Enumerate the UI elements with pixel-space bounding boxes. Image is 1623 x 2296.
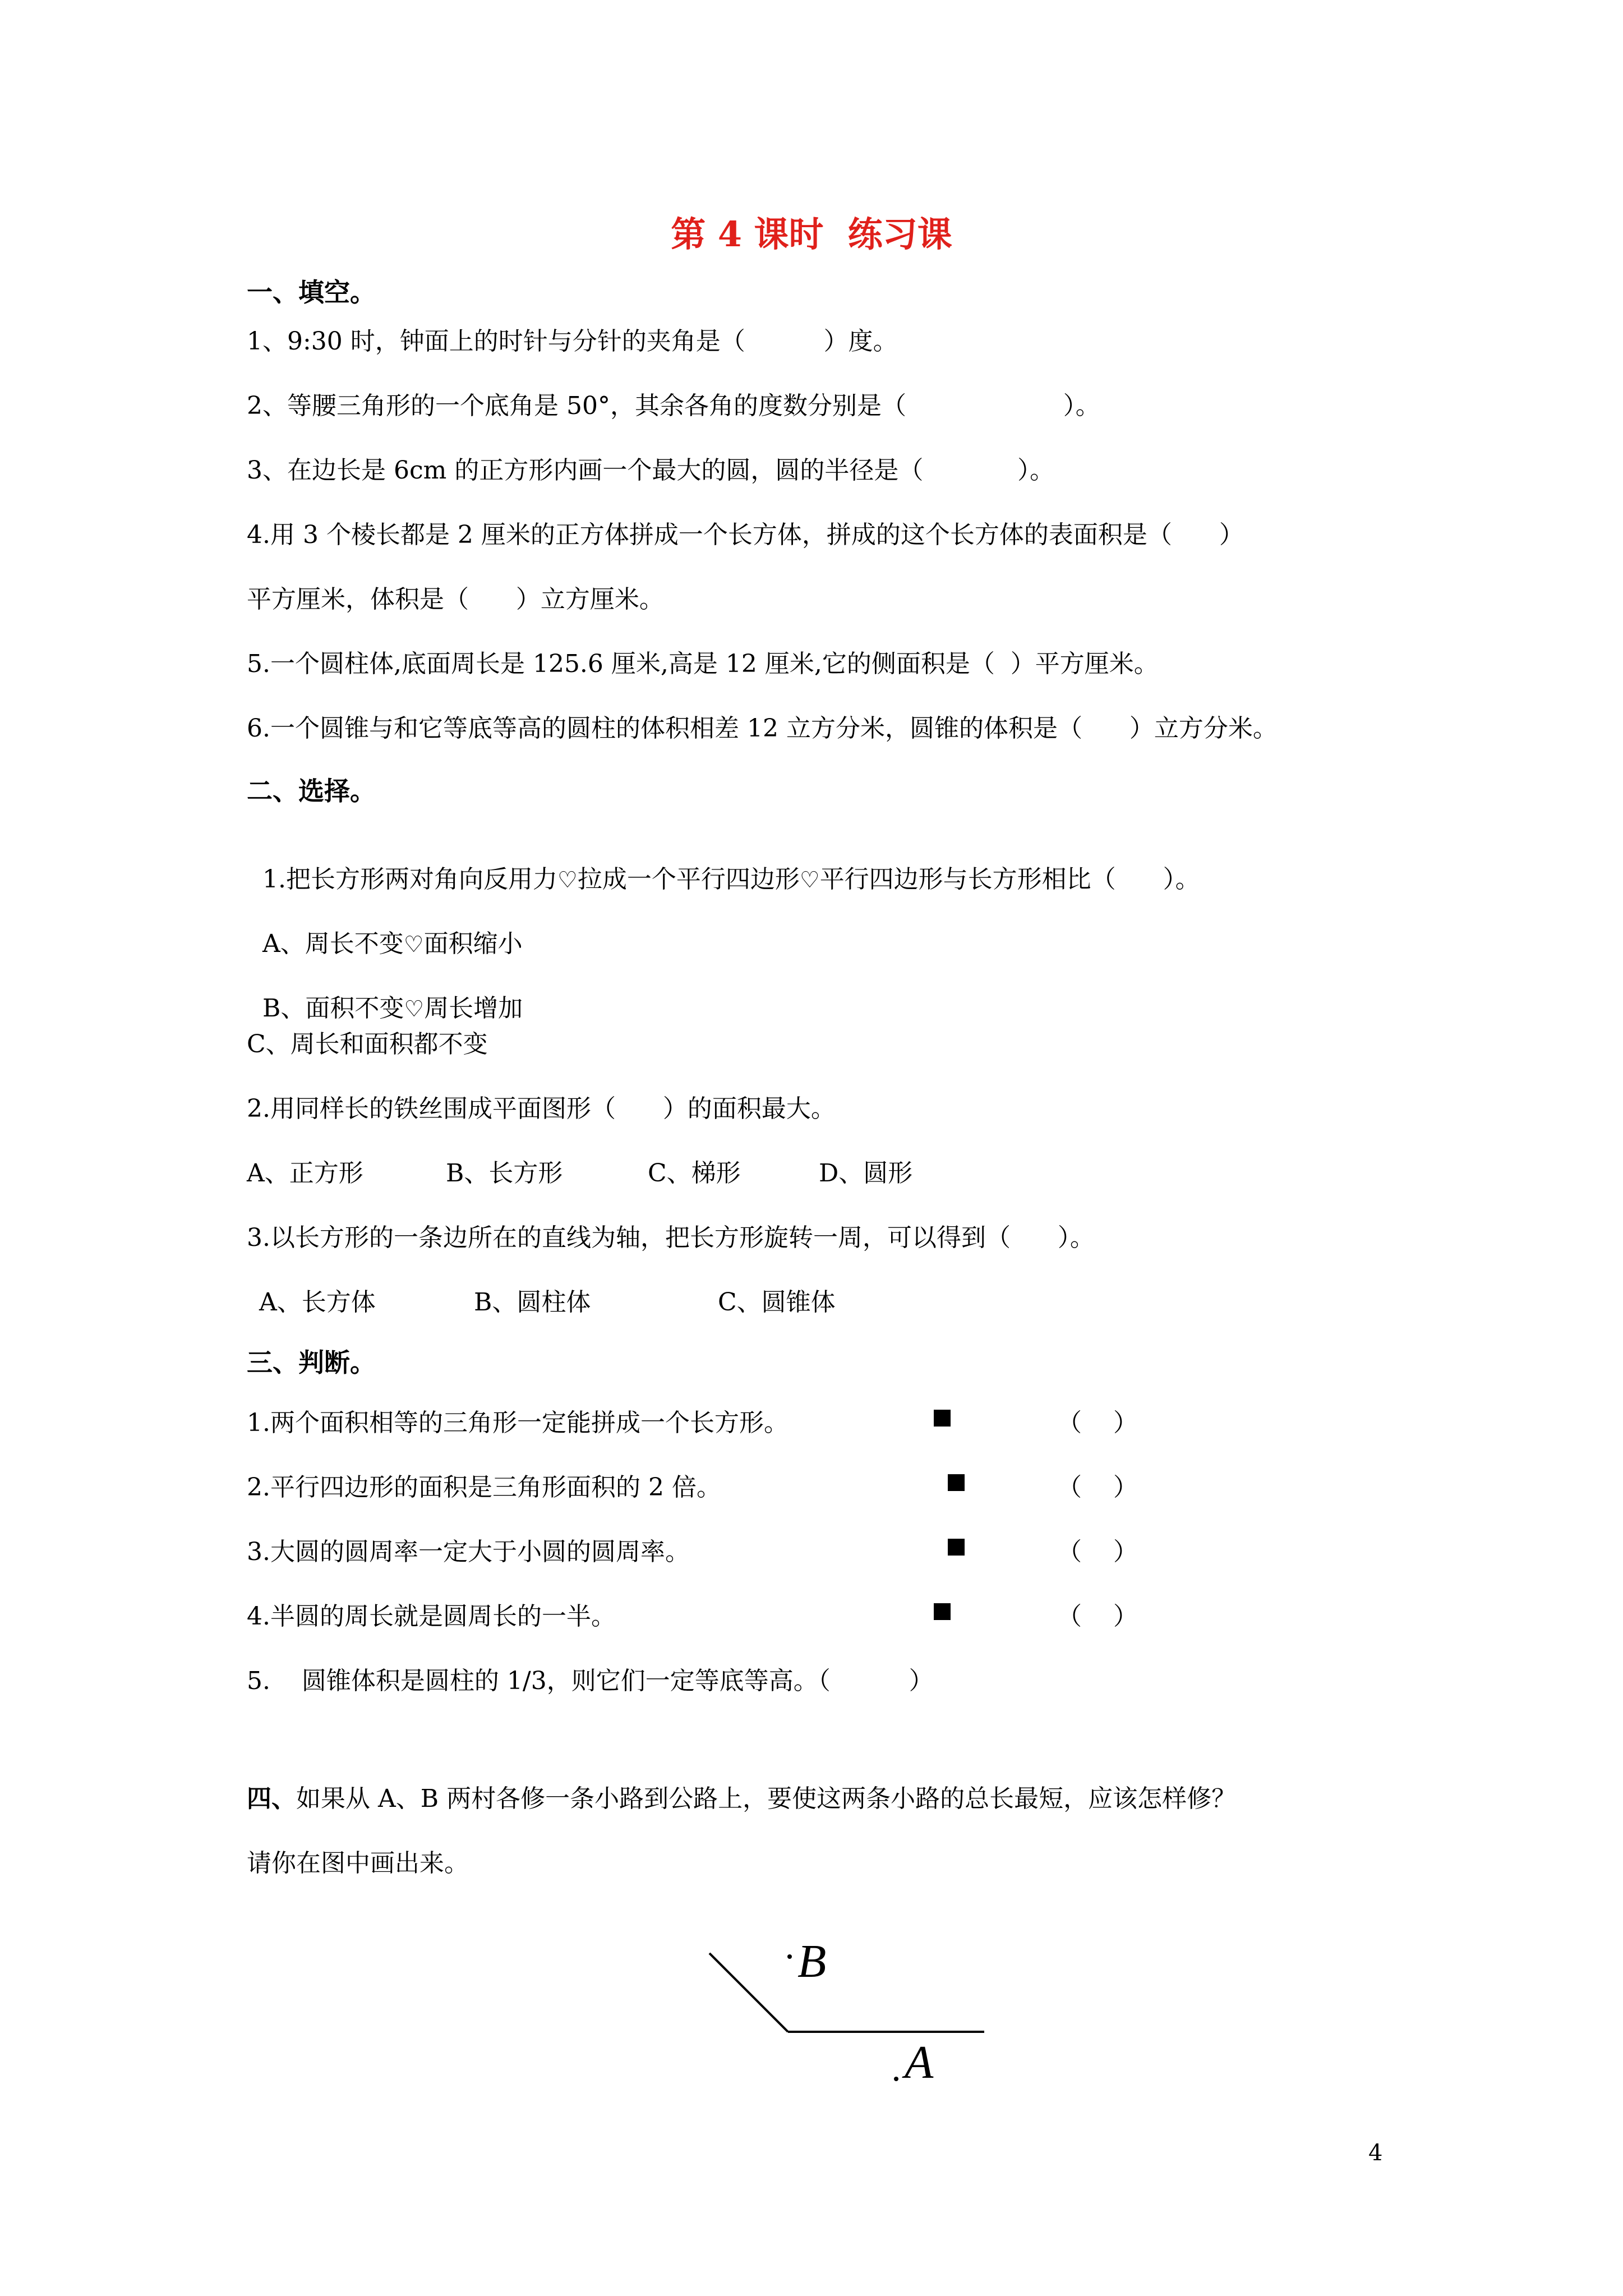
judge-paren-4: （ ） xyxy=(1057,1602,1138,1631)
choice-q1-part-a: 1.把长方形两对角向反用力 xyxy=(262,865,557,894)
choice-q1-part-c: 平行四边形与长方形相比（ ）。 xyxy=(819,865,1200,894)
village-a-dot xyxy=(894,2077,898,2081)
choice-q1-option-c: C、周长和面积都不变 xyxy=(247,1030,488,1059)
village-a-label: A xyxy=(905,2036,934,2088)
fill-item-4: 4.用 3 个棱长都是 2 厘米的正方体拼成一个长方体，拼成的这个长方体的表面积是（ ） xyxy=(247,521,1244,549)
choice-q3-option-b: B、圆柱体 xyxy=(474,1288,591,1317)
choice-q1-part-b: 拉成一个平行四边形 xyxy=(577,865,800,894)
fill-item-6: 6.一个圆锥与和它等底等高的圆柱的体积相差 12 立方分米，圆锥的体积是（ ）立方分米。 xyxy=(247,714,1278,743)
road-diagram xyxy=(701,1941,1004,2120)
choice-q2-option-d: D、圆形 xyxy=(819,1159,913,1188)
heart-icon: ♡ xyxy=(557,867,578,893)
judge-item-1: 1.两个面积相等的三角形一定能拼成一个长方形。 xyxy=(247,1409,789,1437)
option-a-part1: A、周长不变 xyxy=(262,930,404,958)
heart-icon: ♡ xyxy=(799,867,820,893)
choice-q2: 2.用同样长的铁丝围成平面图形（ ）的面积最大。 xyxy=(247,1094,836,1123)
draw-question-line-1 xyxy=(247,1778,1236,1814)
heart-icon: ♡ xyxy=(403,932,424,958)
choice-q1 xyxy=(247,830,1200,895)
judge-item-5: 5. 圆锥体积是圆柱的 1/3，则它们一定等底等高。（ ） xyxy=(247,1667,934,1695)
choice-q2-option-c: C、梯形 xyxy=(648,1159,741,1188)
draw-question-line-2: 请你在图中画出来。 xyxy=(247,1849,469,1878)
black-square-icon xyxy=(948,1539,965,1556)
fill-item-4-cont: 平方厘米，体积是（ ）立方厘米。 xyxy=(247,585,664,614)
fill-item-2: 2、等腰三角形的一个底角是 50°，其余各角的度数分别是（ ）。 xyxy=(247,392,1100,420)
choice-q1-option-a xyxy=(247,895,523,959)
page-title: 第 4 课时 练习课 xyxy=(671,214,952,255)
choice-q3-option-a: A、长方体 xyxy=(259,1288,376,1317)
judge-paren-3: （ ） xyxy=(1057,1538,1138,1566)
judge-paren-1: （ ） xyxy=(1057,1409,1138,1437)
choice-q3: 3.以长方形的一条边所在的直线为轴，把长方形旋转一周，可以得到（ ）。 xyxy=(247,1223,1095,1252)
village-b-dot xyxy=(787,1954,792,1959)
section-judge-heading: 三、判断。 xyxy=(247,1347,376,1378)
road-slanted-segment xyxy=(709,1953,788,2032)
fill-item-5: 5.一个圆柱体,底面周长是 125.6 厘米,高是 12 厘米,它的侧面积是（ ）平方厘米。 xyxy=(247,650,1159,678)
choice-q3-option-c: C、圆锥体 xyxy=(718,1288,836,1317)
choice-q2-option-a: A、正方形 xyxy=(247,1159,363,1188)
section-choice-heading: 二、选择。 xyxy=(247,776,376,806)
heart-icon: ♡ xyxy=(404,996,425,1022)
option-a-part2: 面积缩小 xyxy=(423,930,523,958)
judge-item-4: 4.半圆的周长就是圆周长的一半。 xyxy=(247,1602,616,1631)
section-draw-heading: 四、 xyxy=(247,1784,296,1813)
option-b-part2: 周长增加 xyxy=(424,994,523,1023)
fill-item-1: 1、9:30 时，钟面上的时针与分针的夹角是（ ）度。 xyxy=(247,327,898,356)
choice-q1-option-b xyxy=(247,959,523,1024)
judge-item-3: 3.大圆的圆周率一定大于小圆的圆周率。 xyxy=(247,1538,690,1566)
judge-item-2: 2.平行四边形的面积是三角形面积的 2 倍。 xyxy=(247,1473,721,1502)
section-fill-heading: 一、填空。 xyxy=(247,277,376,307)
black-square-icon xyxy=(934,1603,951,1620)
black-square-icon xyxy=(934,1410,951,1427)
village-b-label: B xyxy=(797,1935,827,1987)
page-number: 4 xyxy=(1368,2140,1383,2166)
draw-question-text: 如果从 A、B 两村各修一条小路到公路上，要使这两条小路的总长最短，应该怎样修？ xyxy=(296,1784,1237,1813)
black-square-icon xyxy=(948,1474,965,1491)
fill-item-3: 3、在边长是 6cm 的正方形内画一个最大的圆，圆的半径是（ ）。 xyxy=(247,456,1055,485)
choice-q2-option-b: B、长方形 xyxy=(446,1159,563,1188)
judge-paren-2: （ ） xyxy=(1057,1473,1138,1502)
option-b-part1: B、面积不变 xyxy=(262,994,404,1023)
